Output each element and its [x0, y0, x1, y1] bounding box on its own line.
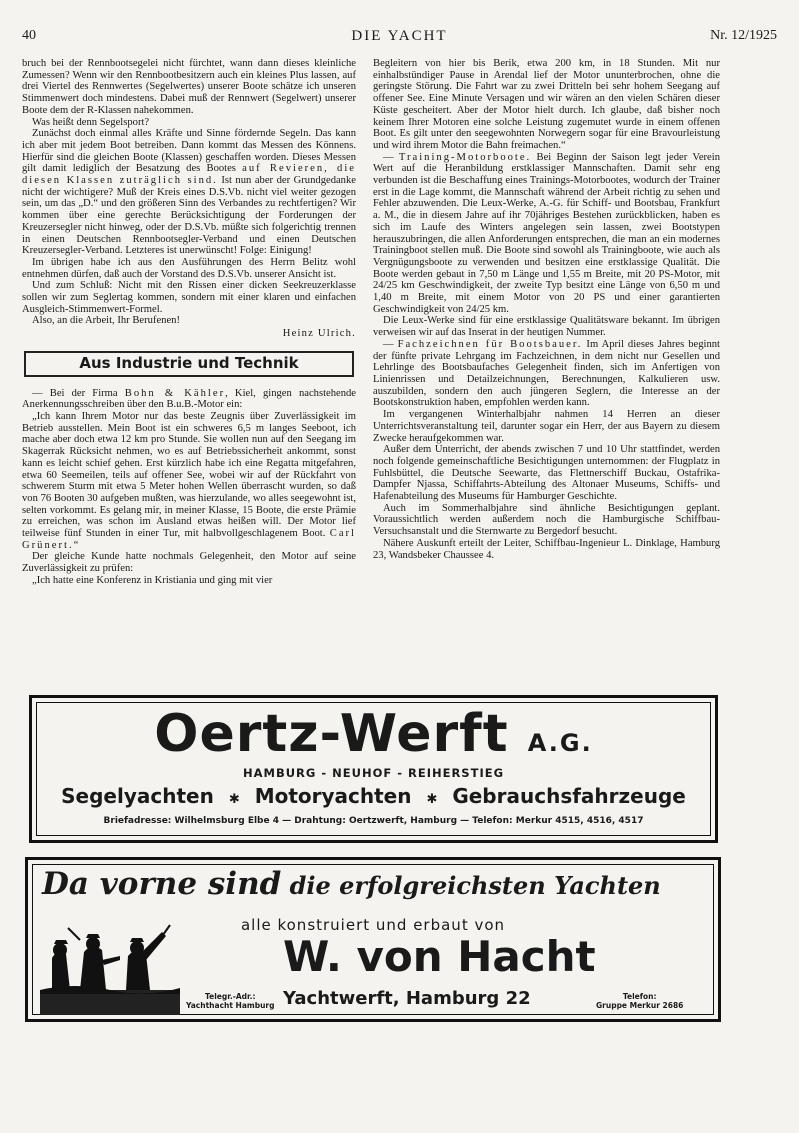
telegram-label: Telegr.-Adr.:	[205, 992, 256, 1001]
company-name: Oertz-Werft	[154, 704, 509, 764]
product-type: Gebrauchsfahrzeuge	[452, 784, 686, 808]
page-header	[22, 28, 777, 48]
ad-company-name	[32, 704, 715, 773]
oertz-werft-advertisement	[29, 695, 718, 843]
telephone-label: Telefon:	[622, 992, 657, 1001]
text-run: — Bei der Firma	[32, 387, 125, 399]
star-separator-icon: ✱	[426, 792, 438, 807]
paragraph: Also, an die Arbeit, Ihr Berufenen!	[32, 315, 180, 327]
text-run: Zunächst doch einmal alles Kräfte und Sinne fördernde Segeln. Das kann ich aber mit jedem Boot betreiben. Dann kommt das Messen des Könnens. Hierfür sind die gleichen Boote (Klassen) geschaffen worden. Dieses Messen gilt damit lediglich der Besatzung des Bootes	[22, 128, 356, 175]
paragraph: Was heißt denn Segelsport?	[32, 116, 150, 128]
product-type: Segelyachten	[61, 784, 214, 808]
text-run: —	[383, 338, 398, 350]
star-separator-icon: ✱	[228, 792, 240, 807]
ad-product-types	[32, 784, 715, 808]
company-name: Bohn & Kähler	[124, 387, 226, 399]
text-run: Ist nun aber der Grundgedanke nicht der wichtigere? Muß der Kreis eines D.S.Vb. nicht viel weiter gezogen sein, um das „D.“ und den größeren Sinn des Verbandes zu rechtfertigen? Wir kommen über eine gerechte Berücksichtigung der Forderungen der Kreuzersegler nicht hinweg, oder der D.S.Vb. müßte sich folgerichtig trennen in einen Deutschen Rennbootsegler-Verband und einen Deutschen Kreuzersegler-Verband. Letzteres ist unerwünscht! Folge: Einigung!	[22, 175, 356, 257]
right-column	[373, 58, 720, 561]
text-run: “	[73, 539, 79, 551]
text-run: Bei Beginn der Saison legt jeder Verein Wert auf die Heranbildung erstklassiger Mannschaften. Damit sehr eng verbunden ist die Beschaffung eines Trainings-Motorbootes, wodurch der Trainer erst in die Lage kommt, die Mannschaft während der Arbeit richtig zu sehen und Fehler abzuwenden. Die Leux-Werke, A.-G. für Schiff- und Bootsbau, Frankfurt a. M., die in diesem Jahre auf ihr 70jähriges Bestehen zurückblicken, haben es sich im Laufe des Winters angelegen sein lassen, zwei Bootstypen herauszubringen, die allen Anforderungen entsprechen, die man an ein modernes Trainingboot stellen muß. Die Boote sind sowohl als Trainingboote, wie auch als Vergnügungsboote zu verwenden und besitzen eine erstklassige Qualität. Die Boote werden gebaut in 7,50 m Länge und 1,55 m Breite, mit 20 PS-Motor, mit 24/25 km Geschwindigkeit, der zweite Typ besitzt eine Länge von 6,50 m und 1,40 m Breite, mit einem Motor von 20 PS und einer garantierten Geschwindigkeit von 24/25 km.	[373, 151, 720, 315]
item-heading: Fachzeichnen für Bootsbauer.	[397, 338, 583, 350]
ad-telegram-address	[186, 992, 274, 1010]
left-column	[22, 58, 356, 587]
paragraph	[22, 411, 356, 551]
paragraph: Begleitern von hier bis Berik, etwa 200 km, in 18 Stunden. Mit nur einhalbstündiger Pause in Arendal lief der Motor ununterbrochen, ohne die geringste Störung. Die Fahrt war zu zwei Dritteln bei sehr hohem Seegang auf offener See. Eine Minute Versagen und wir wären an den vielen Schären dieser Küste gescheitert. Aber der Motor hielt durch. Ich glaube, daß bisher noch keinem Ihrer Motoren eine solche Leistung zugemutet wurde in einem offenen Boot. Es gilt unter den seegewohnten Norwegern sogar für eine Bravourleistung und wird ihrem Motor die Bahn freimachen.“	[373, 58, 720, 151]
product-type: Motoryachten	[254, 784, 412, 808]
ad-subline: alle konstruiert und erbaut von	[240, 916, 506, 934]
text-run: „Ich kann Ihrem Motor nur das beste Zeugnis über Zuverlässigkeit im Betrieb ausstellen. Mein Boot ist ein schweres 6,5 m langes Seeboot, ich mache aber doch etwa 12 km pro Stunde. Sie wollen nun auf den Seegang im Skagerrak Rücksicht nehmen, wo es auf Betriebssicherheit ankommt, sonst kann es leicht schief gehen. Erst kürzlich habe ich eine Regatta mitgefahren, etwa 60 Seemeilen, teils auf offener See, wobei wir auf der Rückfahrt von schwerem Sturm mit etwa 5 Meter hohen Wellen überrascht wurden, so daß von 76 Booten 30 aufgeben mußten, was hierzulande, wo alles seegewohnt ist, selten vorkommt. Es gelang mir, in meiner Klasse, 15 Boote, die erste Prämie zu erreichen, was schon im Ausland etwas heißen will. Der Motor lief teilweise fünf Stunden in einer Tur, mit halbvollgeschlagenem Boot.	[22, 410, 356, 540]
ad-company-name: W. von Hacht	[283, 932, 596, 981]
page-number: 40	[22, 28, 36, 43]
ad-yard-address: Yachtwerft, Hamburg 22	[283, 988, 531, 1009]
paragraph: Auch im Sommerhalbjahre sind ähnliche Besichtigungen geplant. Voraussichtlich werden außerdem noch die Hamburgische Schiffbau-Versuchsanstalt und die Sternwarte zu Bergedorf besucht.	[373, 502, 720, 538]
paragraph: Im vergangenen Winterhalbjahr nahmen 14 Herren an dieser Unterrichtsveranstaltung teil, darunter sogar ein Herr, der aus Bayern zu diesem Zwecke heraufgekommen war.	[373, 409, 720, 444]
masthead: DIE YACHT	[351, 28, 448, 44]
paragraph: Im übrigen habe ich aus den Ausführungen des Herrn Belitz wohl entnehmen dürfen, daß auch der Vorstand des D.S.Vb. unserer Ansicht ist.	[22, 256, 356, 280]
paragraph: „Ich hatte eine Konferenz in Kristiania und ging mit vier	[32, 574, 273, 586]
telephone-value: Gruppe Merkur 2686	[596, 1001, 684, 1010]
paragraph	[22, 128, 356, 257]
paragraph: bruch bei der Rennbootsegelei nicht fürchtet, wann dann dieses kleinliche Zumessen? Wenn wir den Rennbootbesitzern auch ein kleines Plus lassen, auf drei Viertel des Rennwertes (Segelwertes) unserer Boote schätze ich unseren Stimmenwert doch mindestens. Dabei muß der Rennwert (Segelwert) unserer Boote dem der R-Klassen nahekommen.	[22, 58, 356, 116]
ad-headline	[42, 866, 708, 902]
spaced-text: auf Revieren, die diesen Klassen zuträglich sind.	[22, 163, 356, 187]
paragraph: Die Leux-Werke sind für eine erstklassige Qualitätsware bekannt. Im übrigen verweisen wir auf das Inserat in der heutigen Nummer.	[373, 315, 720, 339]
sailors-on-yacht-illustration	[40, 920, 180, 1015]
ad-contact-line: Briefadresse: Wilhelmsburg Elbe 4 — Drahtung: Oertzwerft, Hamburg — Telefon: Merkur 4515, 4516, 4517	[103, 816, 644, 826]
text-run: , Kiel, gingen nachstehende Anerkennungsschreiben über den B.u.B.-Motor ein:	[22, 387, 357, 411]
company-suffix: A.G.	[527, 729, 593, 757]
telegram-value: Yachthacht Hamburg	[186, 1001, 275, 1010]
issue-number: Nr. 12/1925	[710, 28, 777, 43]
ad-location: HAMBURG - NEUHOF - REIHERSTIEG	[242, 766, 505, 780]
headline-main: Da vorne sind	[42, 866, 282, 902]
paragraph	[373, 152, 720, 316]
paragraph	[373, 339, 720, 409]
item-heading: Training-Motorboote.	[398, 151, 532, 163]
letter-signature: Carl Grünert.	[22, 528, 356, 551]
author-signature: Heinz Ulrich.	[282, 328, 356, 340]
paragraph	[22, 388, 356, 411]
von-hacht-advertisement	[25, 857, 721, 1022]
text-run: Im April dieses Jahres beginnt der fünfte private Lehrgang im Fachzeichnen, in dem nicht nur Gesellen und Lehrlinge des Bootsbaufaches Gelegenheit finden, sich im Anfertigen von Linienrissen und Detailzeichnungen, Berechnungen, Kalkulieren usw. auszubilden, sondern den auch jüngeren Seglern, die Interesse an der Bootskonstruktion haben, empfohlen werden kann.	[373, 338, 720, 409]
ad-telephone	[596, 992, 683, 1010]
text-run: —	[383, 151, 399, 163]
paragraph: Der gleiche Kunde hatte nochmals Gelegenheit, den Motor auf seine Zuverlässigkeit zu prüfen:	[22, 551, 356, 575]
section-heading: Aus Industrie und Technik	[24, 351, 354, 377]
headline-rest: die erfolgreichsten Yachten	[281, 871, 661, 900]
paragraph: Und zum Schluß: Nicht mit den Rissen einer dicken Seekreuzerklasse sollen wir zum Seglertag kommen, sondern mit einer klaren und einfachen Ausgleich-Stimmenwert-Formel.	[22, 280, 356, 315]
paragraph: Nähere Auskunft erteilt der Leiter, Schiffbau-Ingenieur L. Dinklage, Hamburg 23, Wandsbeker Chaussee 4.	[373, 537, 720, 561]
paragraph: Außer dem Unterricht, der abends zwischen 7 und 10 Uhr stattfindet, werden noch folgende gemeinschaftliche Besichtigungen unternommen: der Flugplatz in Fuhlsbüttel, die Deutsche Seewarte, das Flettnerschiff Buckau, Ostafrika-Dampfer Njassa, Schiffahrts-Abteilung des Altonaer Museums, Schiffs- und Hafenabteilung des Museums für Hamburger Geschichte.	[373, 444, 720, 503]
